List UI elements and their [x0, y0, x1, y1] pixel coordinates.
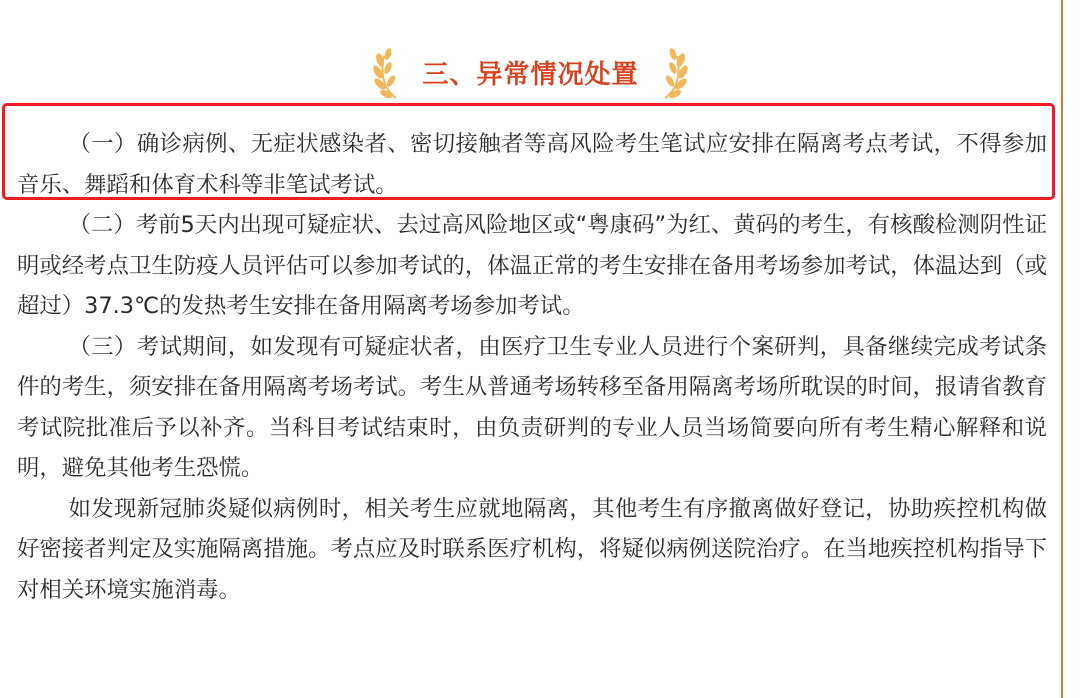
laurel-right-icon	[649, 42, 689, 102]
paragraph-4: 如发现新冠肺炎疑似病例时，相关考生应就地隔离，其他考生有序撤离做好登记，协助疾控机构做好密接者判定及实施隔离措施。考点应及时联系医疗机构，将疑似病例送院治疗。在当地疾控机构指导下对相关环境实施消毒。	[17, 495, 1047, 603]
page-right-border	[1061, 0, 1063, 698]
paragraph-2: （二）考前5天内出现可疑症状、去过高风险地区或“粤康码”为红、黄码的考生，有核酸检测阴性证明或经考点卫生防疫人员评估可以参加考试的，体温正常的考生安排在备用考场参加考试，体温达到（或超过）37.3℃的发热考生安排在备用隔离考场参加考试。	[17, 212, 1047, 319]
section-header-inner	[372, 42, 688, 102]
body-content	[17, 124, 1047, 610]
laurel-left-icon	[372, 42, 412, 102]
paragraph-1: （一）确诊病例、无症状感染者、密切接触者等高风险考生笔试应安排在隔离考点考试，不得参加音乐、舞蹈和体育术科等非笔试考试。	[17, 131, 1047, 198]
section-header	[0, 40, 1061, 104]
section-title: 三、异常情况处置	[422, 59, 639, 90]
paragraph-3: （三）考试期间，如发现有可疑症状者，由医疗卫生专业人员进行个案研判，具备继续完成考试条件的考生，须安排在备用隔离考场考试。考生从普通考场转移至备用隔离考场所耽误的时间，报请省教育考试院批准后予以补齐。当科目考试结束时，由负责研判的专业人员当场简要向所有考生精心解释和说明，避免其他考生恐慌。	[17, 333, 1047, 481]
